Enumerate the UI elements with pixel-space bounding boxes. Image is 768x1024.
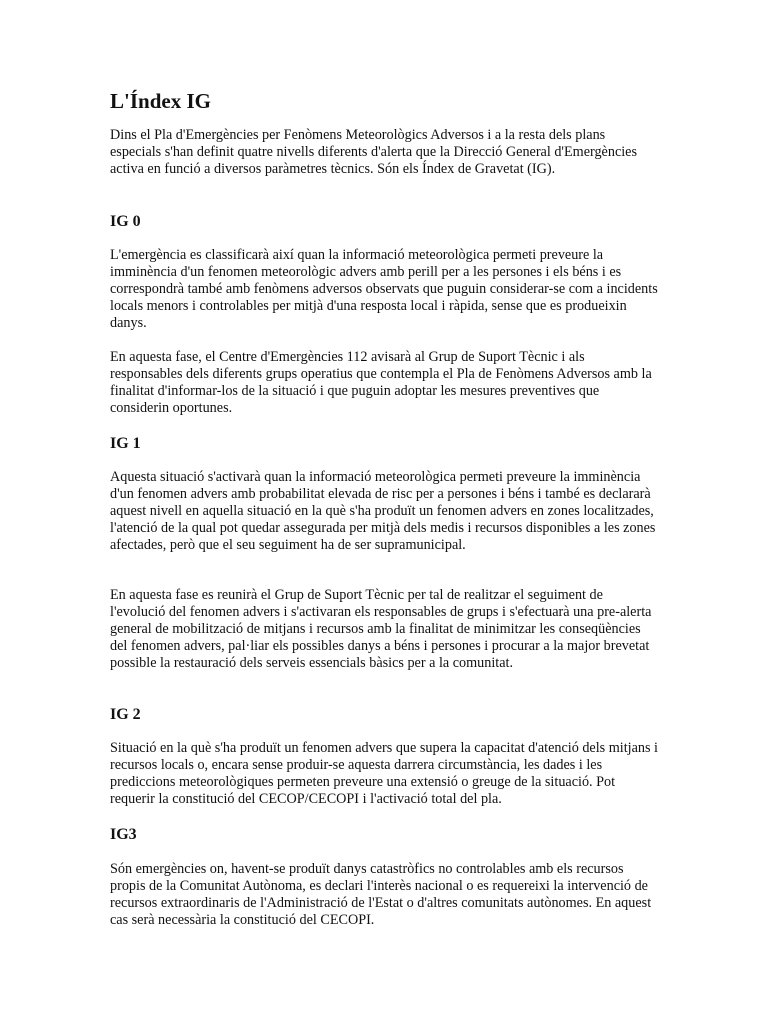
page-title: L'Índex IG — [110, 89, 211, 113]
section-heading-ig1: IG 1 — [110, 435, 141, 452]
ig3-paragraph-1: Són emergències on, havent-se produït danys catastròfics no controlables amb els recursos propis de la Comunitat Autònoma, es declari l'interès nacional o es requereixi la intervenció de recursos extraordinaris de l'Administració de l'Estat o d'altres comunitats autònomes. En aquest cas serà necessària la constitució del CECOPI. — [110, 861, 652, 928]
ig0-paragraph-1: L'emergència es classificarà així quan la informació meteorològica permeti preveure la imminència d'un fenomen meteorològic advers amb perill per a les persones i els béns i es correspondrà també amb fenòmens adversos observats que puguin considerar-se com a incidents locals menors i controlables per mitjà d'una resposta local i ràpida, sense que es produeixin danys. — [110, 247, 658, 331]
section-heading-ig3: IG3 — [110, 826, 137, 843]
section-heading-ig0: IG 0 — [110, 213, 141, 230]
ig1-paragraph-2: En aquesta fase es reunirà el Grup de Suport Tècnic per tal de realitzar el seguiment de l'evolució del fenomen advers i s'activaran els responsables de grups i s'efectuarà una pre-alerta general de mobilització de mitjans i recursos amb la finalitat de minimitzar les conseqüències del fenomen advers, pal·liar els possibles danys a béns i persones i procurar a la major brevetat possible la restauració dels serveis essencials bàsics per a la comunitat. — [110, 587, 652, 671]
intro-paragraph: Dins el Pla d'Emergències per Fenòmens Meteorològics Adversos i a la resta dels plans especials s'han definit quatre nivells diferents d'alerta que la Direcció General d'Emergències activa en funció a diversos paràmetres tècnics. Són els Índex de Gravetat (IG). — [110, 127, 638, 177]
ig1-paragraph-1: Aquesta situació s'activarà quan la informació meteorològica permeti preveure la imminència d'un fenomen advers amb probabilitat elevada de risc per a persones i béns i també es declararà aquest nivell en aquella situació en la què s'ha produït un fenomen advers en zones localitzades, l'atenció de la qual pot quedar assegurada per mitjà dels medis i recursos disponibles a les zones afectades, però que el seu seguiment ha de ser supramunicipal. — [110, 469, 656, 553]
ig0-paragraph-2: En aquesta fase, el Centre d'Emergències 112 avisarà al Grup de Suport Tècnic i als responsables dels diferents grups operatius que contempla el Pla de Fenòmens Adversos amb la finalitat d'informar-los de la situació i que puguin adoptar les mesures preventives que considerin oportunes. — [110, 349, 652, 416]
section-heading-ig2: IG 2 — [110, 706, 141, 723]
ig2-paragraph-1: Situació en la què s'ha produït un fenomen advers que supera la capacitat d'atenció dels mitjans i recursos locals o, encara sense produir-se aquesta darrera circumstància, les dades i les prediccions meteorològiques permeten preveure una extensió o greuge de la situació. Pot requerir la constitució del CECOP/CECOPI i l'activació total del pla. — [110, 740, 658, 807]
